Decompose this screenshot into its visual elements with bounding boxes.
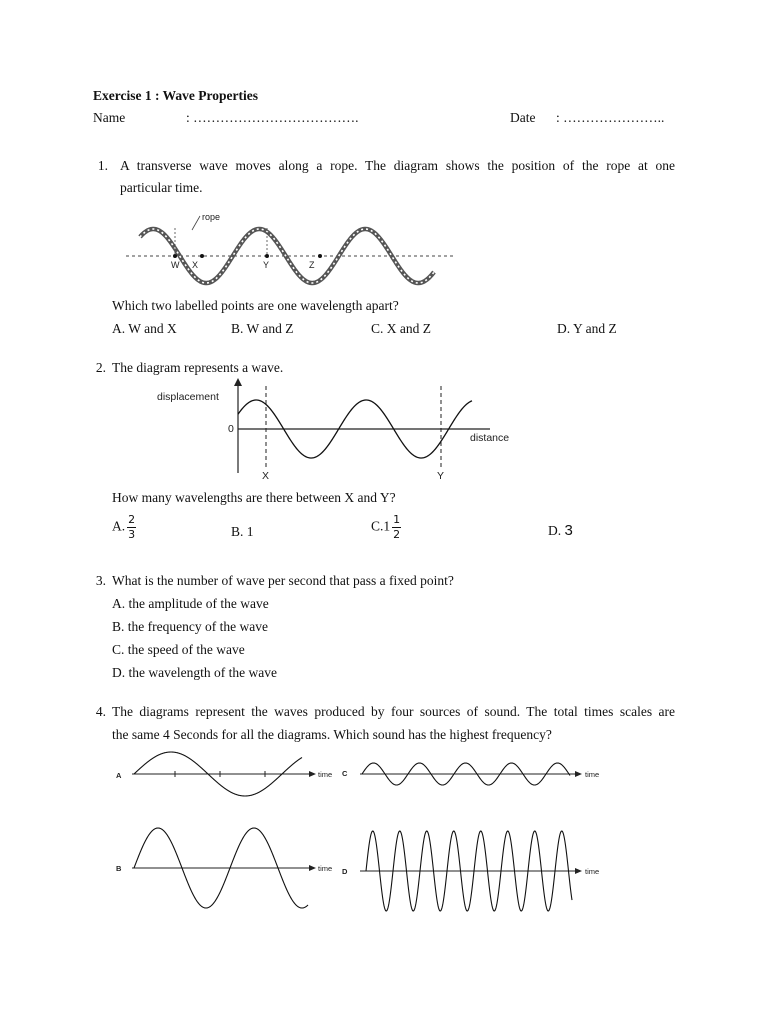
q2-option-c-denominator: 2 [393,528,401,541]
q4-diagram-a-axis-arrow [309,771,316,777]
q1-number: 1. [97,158,108,173]
q3-option-d: D. the wavelength of the wave [112,665,277,680]
q4-number: 4. [95,704,106,719]
q4-diagram-c-axis-arrow [575,771,582,777]
q3-option-a: A. the amplitude of the wave [112,596,269,611]
q1-point-z-label: Z [309,260,315,270]
q2-option-c-prefix: C.1 [371,518,391,534]
q1-question: Which two labelled points are one wavelength apart? [112,298,399,313]
q1-text-line2: particular time. [120,180,203,195]
q2-question: How many wavelengths are there between X and Y? [112,490,396,505]
q3-option-c: C. the speed of the wave [112,642,245,657]
q1-option-c: C. X and Z [371,321,431,336]
q2-text: The diagram represents a wave. [112,360,284,375]
q4-diagram-c-letter: C [342,769,348,778]
name-blank: : ………………………………. [186,110,359,125]
q4-diagram-a-axis-label: time [318,770,333,779]
q2-option-d-value: 3 [564,522,573,539]
q1-rope-label: rope [202,212,221,222]
q2-y-axis-arrow [234,378,242,386]
q3-option-b: B. the frequency of the wave [112,619,268,634]
q2-option-a-denominator: 3 [128,528,136,541]
q2-marker-y-label: Y [437,470,445,482]
q2-option-a-fraction [127,514,136,541]
q1-point-x-label: X [192,260,199,270]
q2-y-label: displacement [157,391,219,403]
q2-option-a [112,514,136,541]
q2-marker-x-label: X [262,470,270,482]
q2-option-c-numerator: 1 [393,513,401,526]
q2-option-a-numerator: 2 [128,513,136,526]
q1-option-a: A. W and X [112,321,177,336]
q1-point-z-dot [318,254,322,258]
q4-diagram-d-axis-label: time [585,867,600,876]
q4-diagram-b-axis-label: time [318,864,333,873]
q2-option-d-prefix: D. [548,523,562,538]
q1-rope-pointer [192,216,200,230]
q3-number: 3. [95,573,106,588]
date-label: Date [510,110,536,125]
q1-option-b: B. W and Z [231,321,294,336]
q1-rope-diagram [120,210,460,290]
q1-option-d: D. Y and Z [557,321,617,336]
q4-diagram-b-letter: B [116,864,122,873]
q2-x-label: distance [470,432,510,444]
q2-wave-diagram [150,378,530,488]
q4-diagram-b-axis-arrow [309,865,316,871]
q2-option-d [548,522,573,540]
q4-text-line1: The diagrams represent the waves produced by four sources of sound. The total times scales are [112,704,675,719]
q4-diagram-c-axis-label: time [585,770,600,779]
q1-point-w-label: W [171,260,180,270]
date-blank: : ………………….. [556,110,665,125]
q4-diagram-a-letter: A [116,771,122,780]
q2-option-c [371,514,401,541]
exercise-title: Exercise 1 : Wave Properties [93,88,258,103]
q2-option-c-fraction [392,514,401,541]
q4-diagram-d-letter: D [342,867,348,876]
q4-text-line2: the same 4 Seconds for all the diagrams. Which sound has the highest frequency? [112,727,552,742]
q4-diagram-d-axis-arrow [575,868,582,874]
q1-point-w-dot [173,254,177,258]
q2-option-a-prefix: A. [112,518,126,534]
q1-rope-wave [140,229,434,283]
q2-option-b: B. 1 [231,524,254,539]
q1-text-line1: A transverse wave moves along a rope. The diagram shows the position of the rope at one [120,158,675,173]
name-label: Name [93,110,126,125]
q2-origin-label: 0 [228,423,234,435]
q1-point-y-dot [265,254,269,258]
q4-sound-diagrams [110,750,670,920]
q1-point-y-label: Y [263,260,270,270]
q1-point-x-dot [200,254,204,258]
q3-text: What is the number of wave per second that pass a fixed point? [112,573,454,588]
q2-number: 2. [95,360,106,375]
